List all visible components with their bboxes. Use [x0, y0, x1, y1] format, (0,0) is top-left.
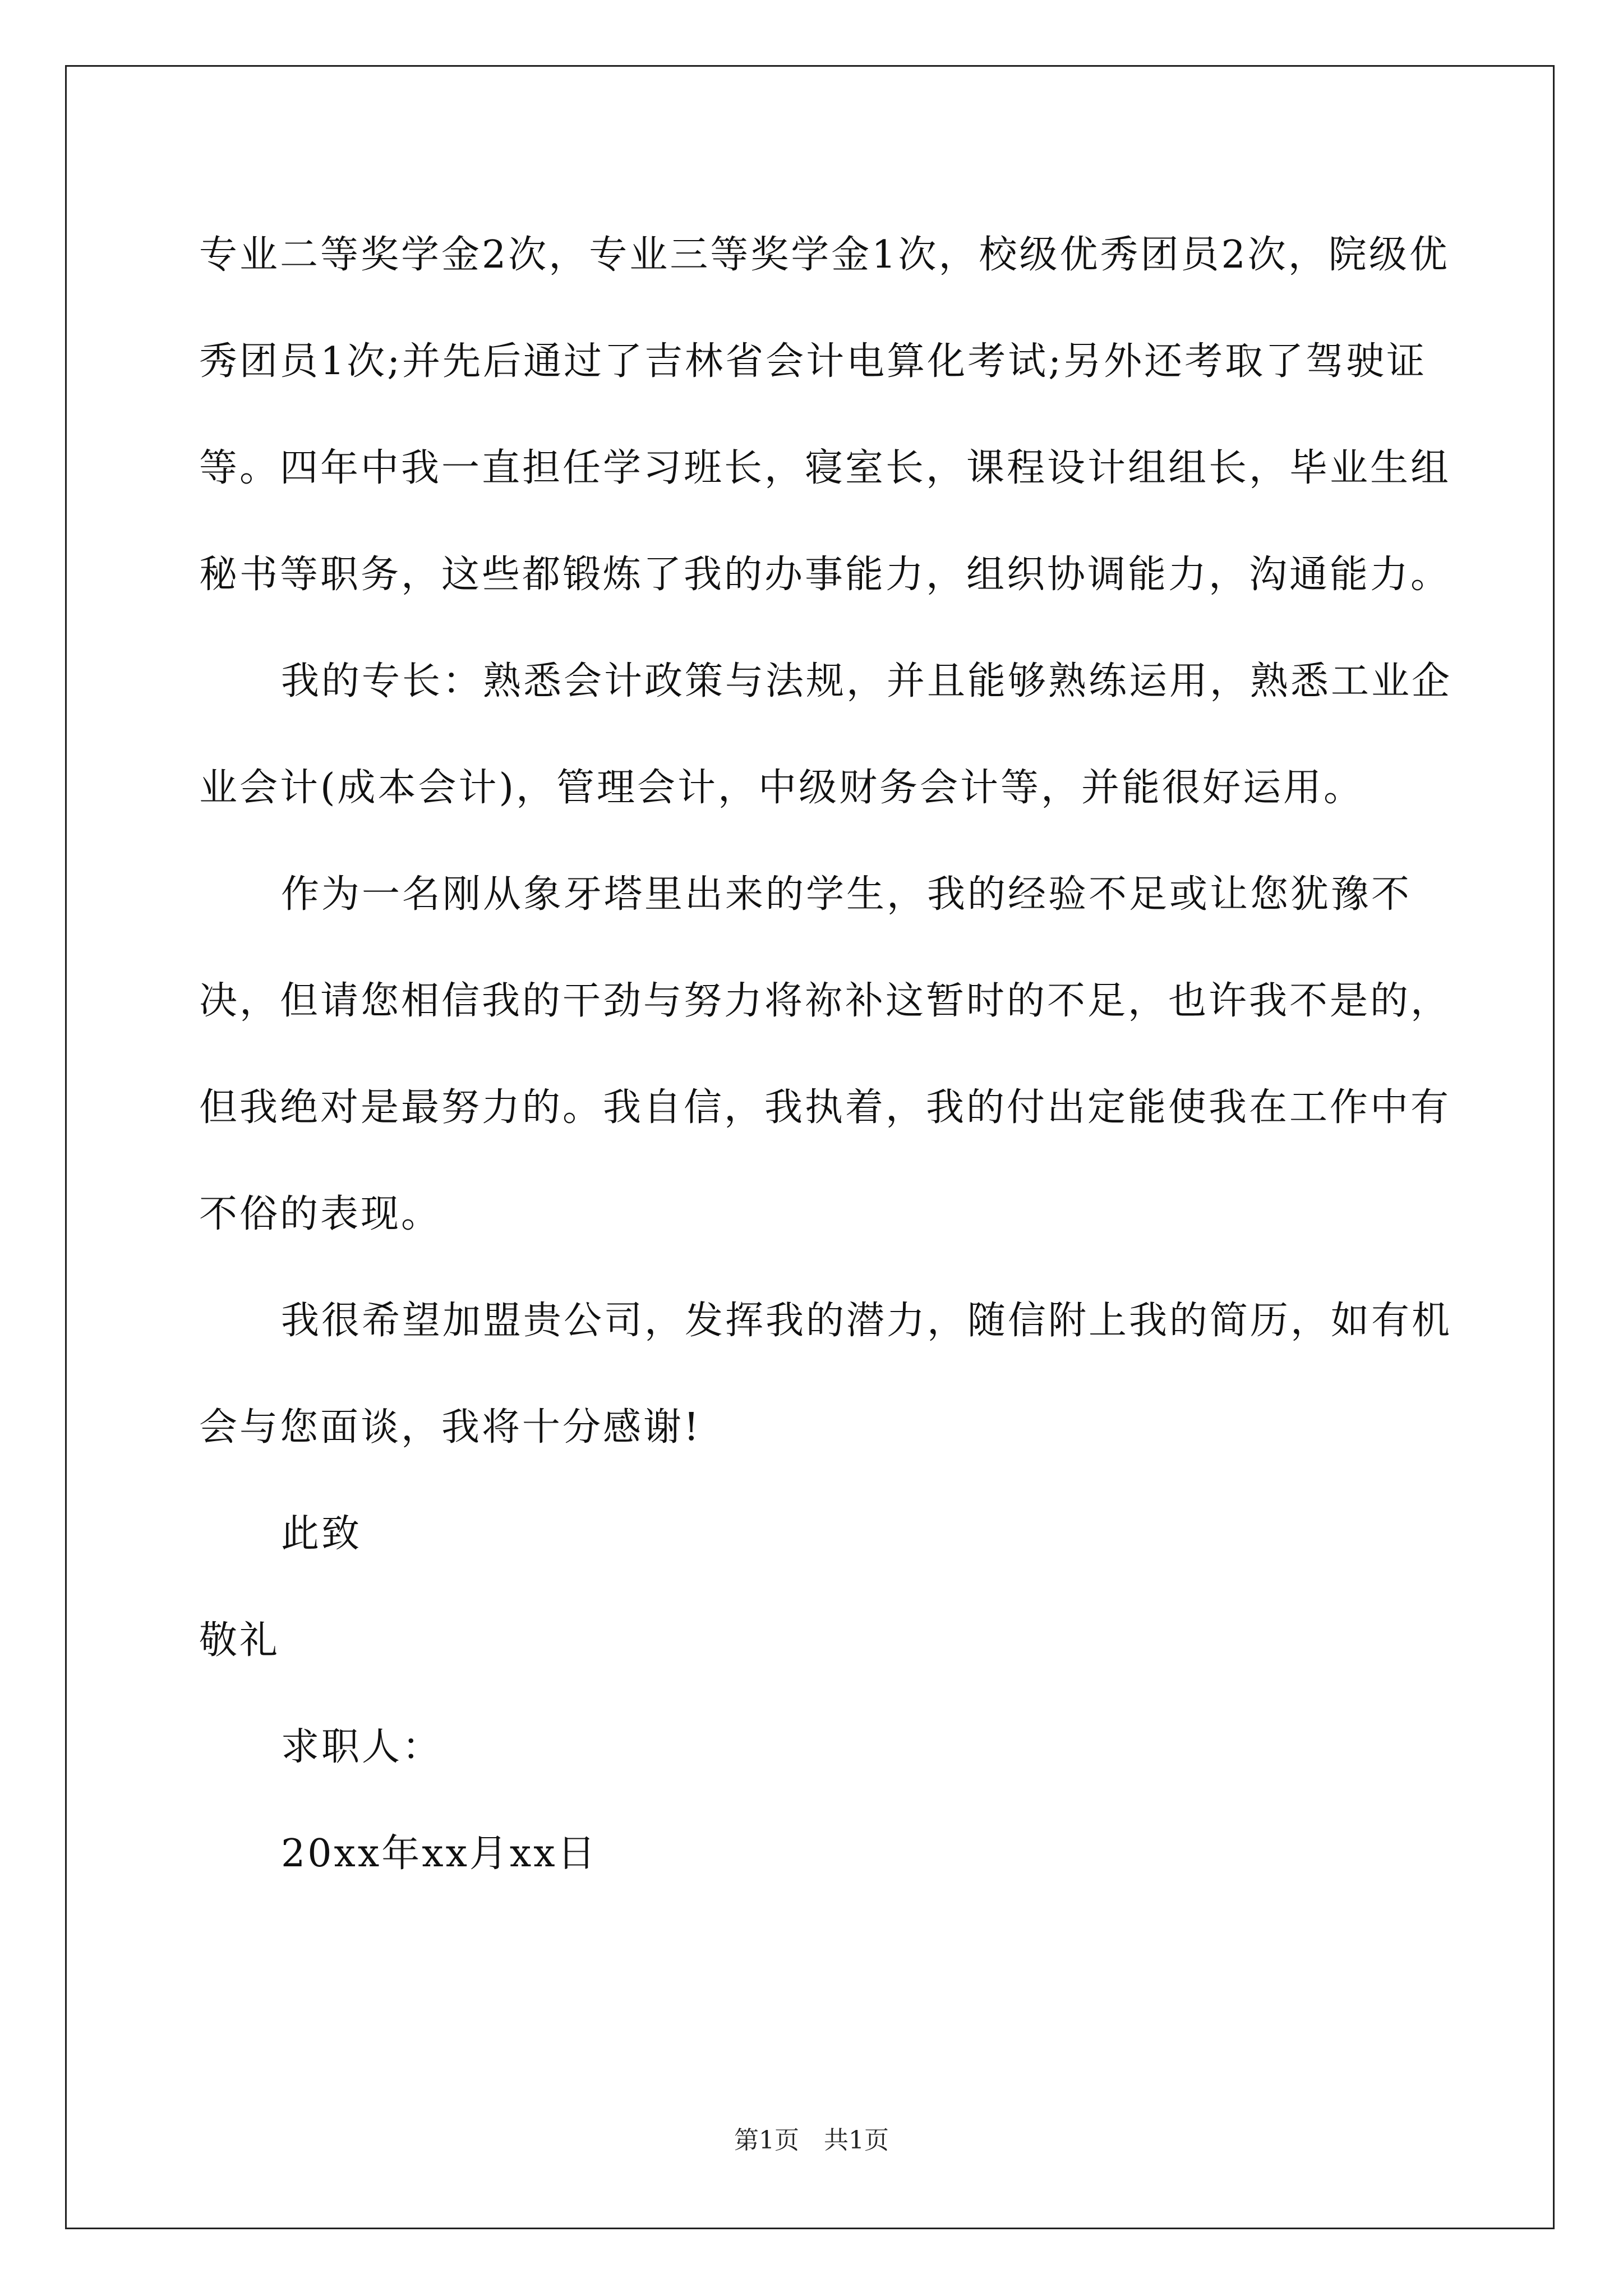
paragraph-expertise: 我的专长：熟悉会计政策与法规，并且能够熟练运用，熟悉工业企业会计(成本会计)，管理会计，中级财务会计等，并能很好运用。 — [199, 659, 1453, 810]
page-footer: 第1页 共1页 — [734, 2126, 889, 2155]
closing-salutation: 此致 — [281, 1512, 362, 1556]
paragraph-achievements: 专业二等奖学金2次，专业三等奖学金1次，校级优秀团员2次，院级优秀团员1次;并先后通过了吉林省会计电算化考试;另外还考取了驾驶证等。四年中我一直担任学习班长，寝室长，课程设计组组长，毕业生组秘书等职务，这些都锻炼了我的办事能力，组织协调能力，沟通能力。 — [199, 233, 1451, 597]
paragraph-request: 我很希望加盟贵公司，发挥我的潜力，随信附上我的简历，如有机会与您面谈，我将十分感谢! — [199, 1299, 1453, 1450]
signature-applicant: 求职人： — [281, 1725, 443, 1769]
letter-body — [199, 202, 1461, 1907]
signature-date: 20xx年xx月xx日 — [281, 1832, 598, 1876]
closing-regards: 敬礼 — [199, 1618, 280, 1663]
paragraph-self-statement: 作为一名刚从象牙塔里出来的学生，我的经验不足或让您犹豫不决，但请您相信我的干劲与努力将祢补这暂时的不足，也许我不是的，但我绝对是最努力的。我自信，我执着，我的付出定能使我在工作中有不俗的表现。 — [199, 872, 1451, 1236]
